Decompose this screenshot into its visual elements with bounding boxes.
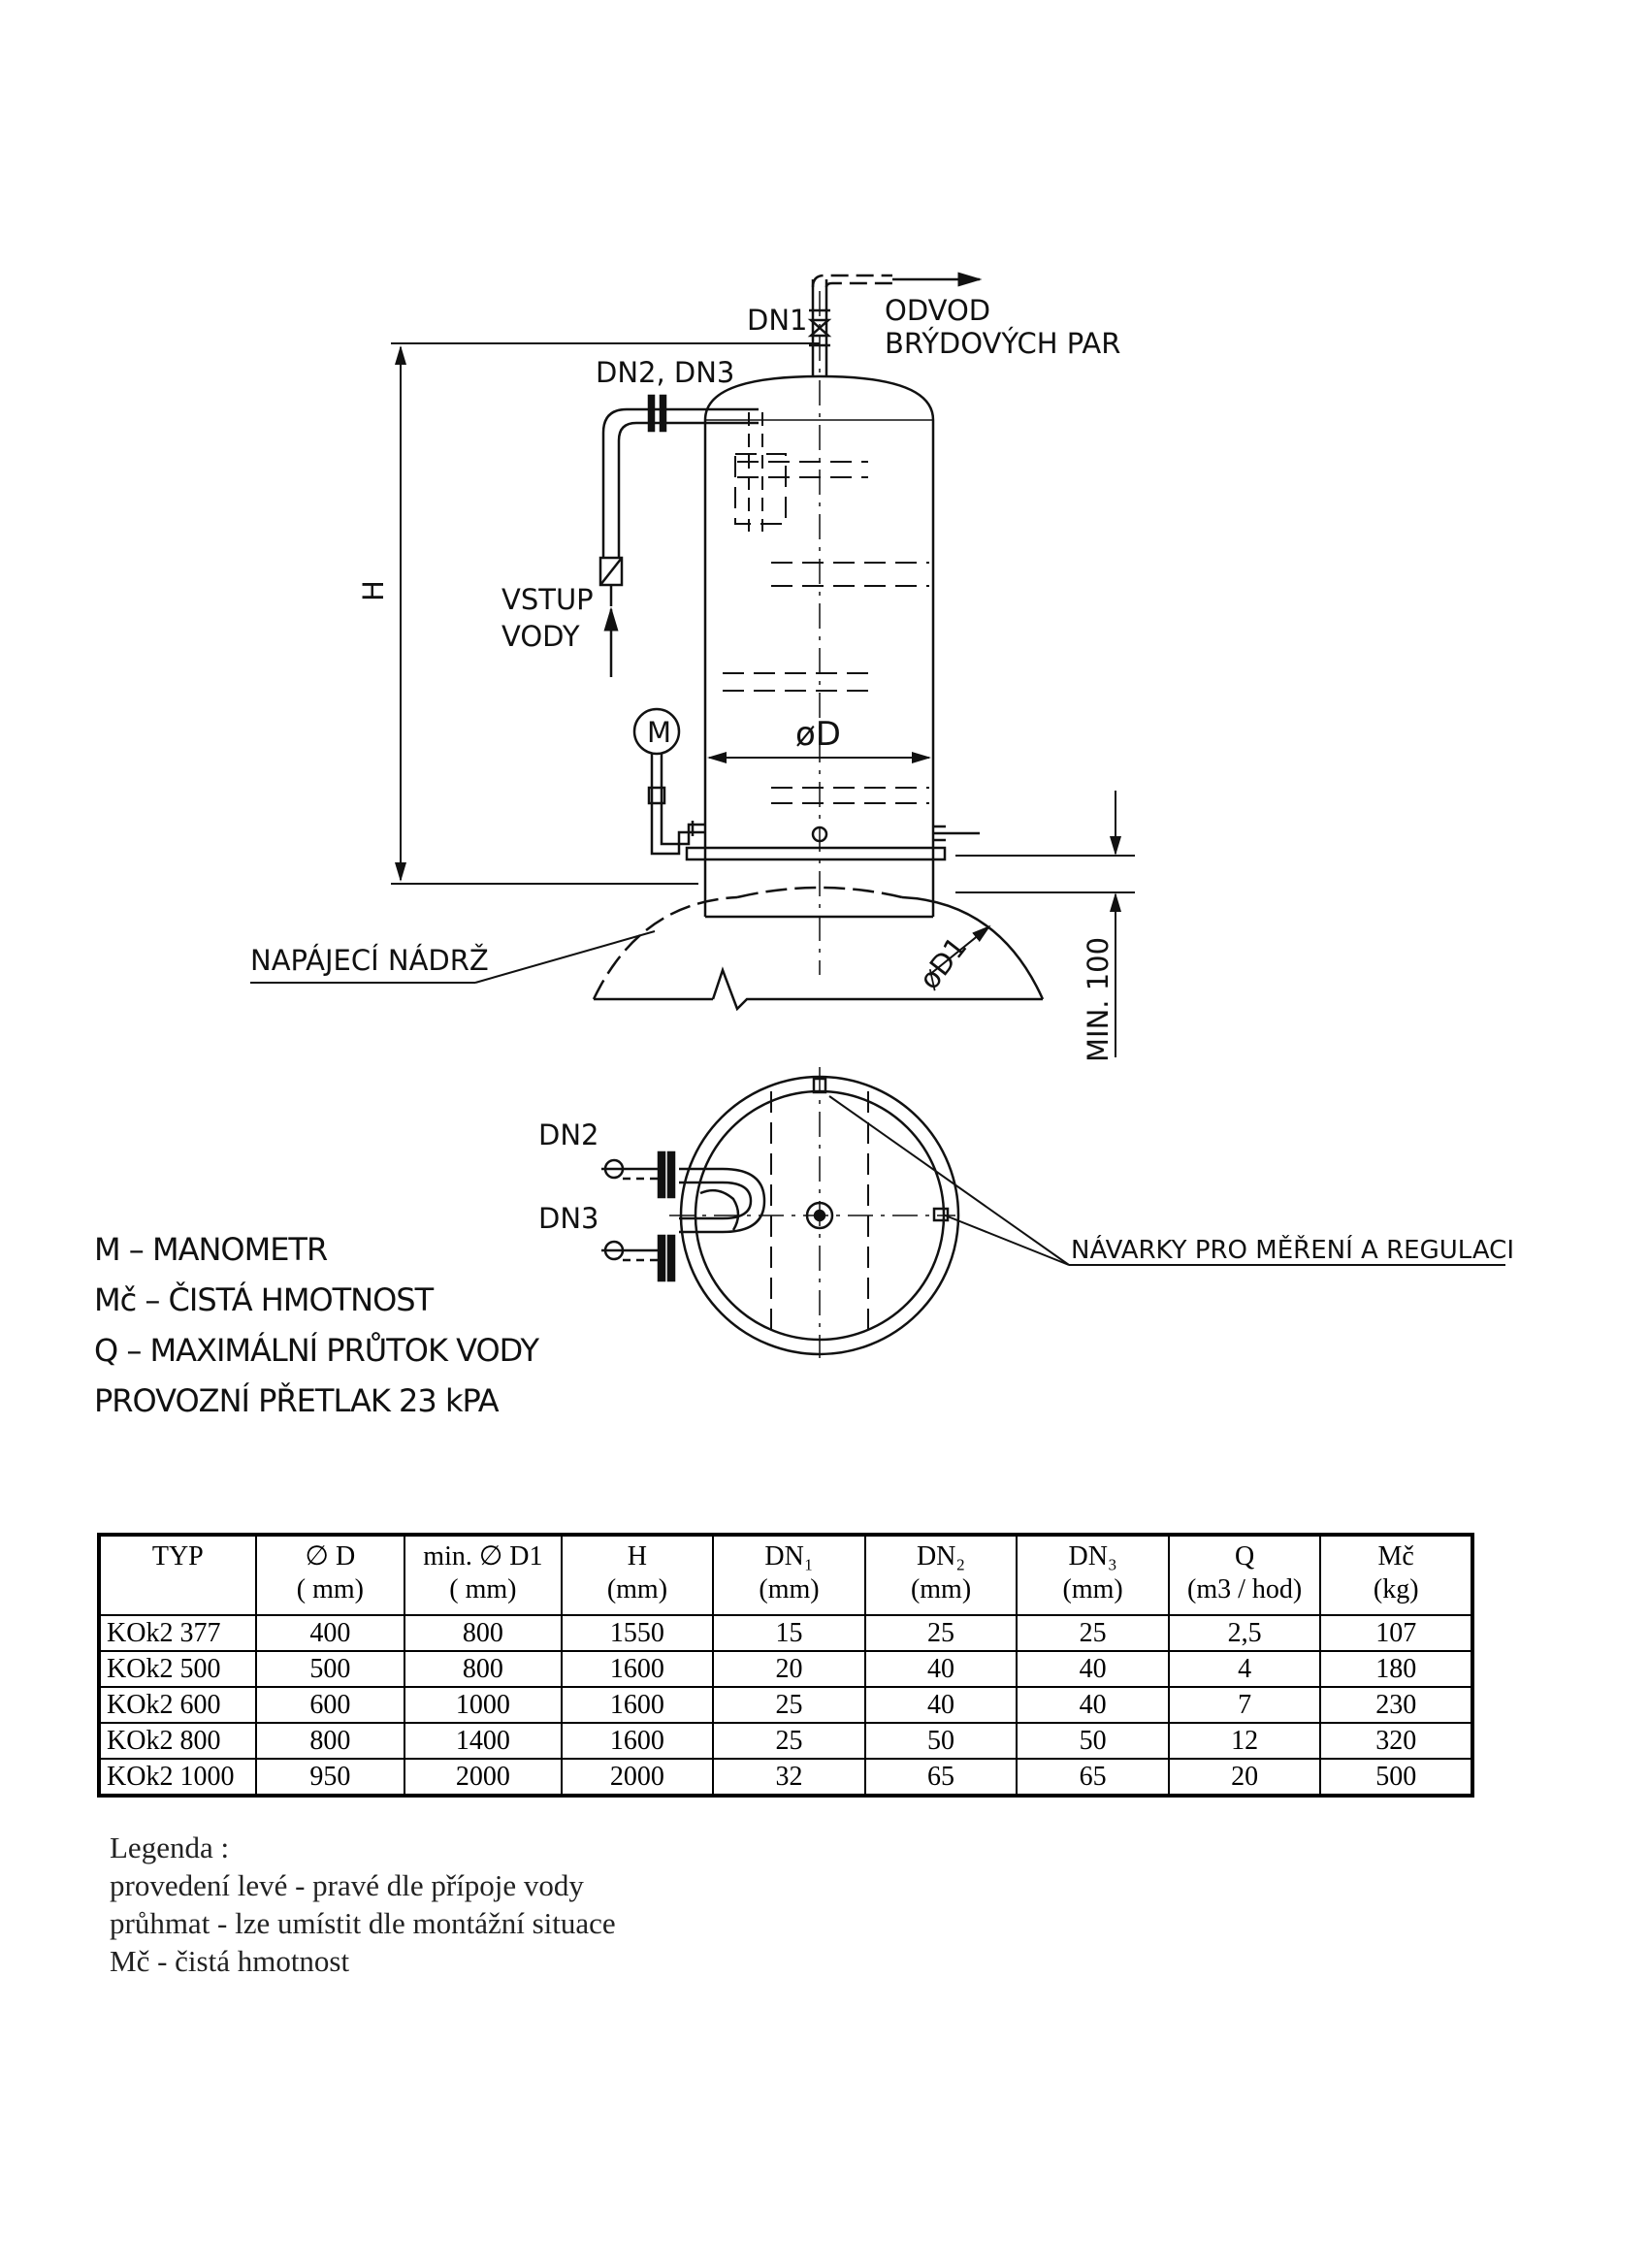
col-header-dn2: DN₂ (mm)	[865, 1535, 1018, 1615]
table-cell: 1400	[404, 1723, 562, 1759]
col-header-d: ∅ D ( mm)	[256, 1535, 405, 1615]
table-cell: 7	[1169, 1687, 1321, 1723]
legend	[110, 1829, 616, 1980]
table-cell: 107	[1320, 1615, 1472, 1651]
label-outlet-line2: BRÝDOVÝCH PAR	[885, 327, 1121, 360]
table-cell: 230	[1320, 1687, 1472, 1723]
table-cell: 40	[1017, 1651, 1169, 1687]
table-cell: 25	[713, 1723, 865, 1759]
table-cell: 1600	[562, 1723, 714, 1759]
table-header-row	[99, 1535, 1472, 1615]
feed-tank	[594, 888, 1043, 1009]
key-line: Q – MAXIMÁLNÍ PRŮTOK VODY	[94, 1332, 539, 1369]
table-cell: 20	[713, 1651, 865, 1687]
label-inlet-line2: VODY	[501, 620, 580, 653]
table-cell: 20	[1169, 1759, 1321, 1796]
col-header-typ: TYP	[99, 1535, 256, 1615]
table-cell: 800	[256, 1723, 405, 1759]
table-row	[99, 1759, 1472, 1796]
col-header-dn3: DN₃ (mm)	[1017, 1535, 1169, 1615]
col-header-mc: Mč (kg)	[1320, 1535, 1472, 1615]
table-cell: 40	[865, 1651, 1018, 1687]
table-cell-type: KOk2 1000	[99, 1759, 256, 1796]
label-plan-dn3: DN3	[538, 1202, 599, 1235]
label-manometer: M	[647, 716, 672, 749]
label-h: H	[357, 580, 390, 601]
table-cell: 800	[404, 1651, 562, 1687]
drawing-key	[94, 1224, 538, 1426]
table-cell: 500	[256, 1651, 405, 1687]
specification-table	[97, 1533, 1474, 1798]
table-cell-type: KOk2 600	[99, 1687, 256, 1723]
table-row	[99, 1723, 1472, 1759]
col-header-d1: min. ∅ D1 ( mm)	[404, 1535, 562, 1615]
inlet-pipe	[600, 396, 762, 606]
table-cell-type: KOk2 377	[99, 1615, 256, 1651]
label-feed-tank: NAPÁJECÍ NÁDRŽ	[250, 944, 489, 977]
table-body	[99, 1615, 1472, 1796]
legend-line: průhmat - lze umístit dle montážní situace	[110, 1906, 616, 1940]
table-cell: 65	[865, 1759, 1018, 1796]
table-row	[99, 1687, 1472, 1723]
table-cell: 1000	[404, 1687, 562, 1723]
label-diameter-d: øD	[795, 715, 841, 754]
label-plan-dn2: DN2	[538, 1118, 599, 1151]
table-cell: 25	[865, 1615, 1018, 1651]
table-cell: 25	[1017, 1615, 1169, 1651]
table-cell: 12	[1169, 1723, 1321, 1759]
table-cell: 15	[713, 1615, 865, 1651]
label-inlet-line1: VSTUP	[501, 583, 594, 616]
table-cell: 50	[865, 1723, 1018, 1759]
table-cell: 40	[865, 1687, 1018, 1723]
table-cell: 65	[1017, 1759, 1169, 1796]
table-cell: 2000	[404, 1759, 562, 1796]
key-line: PROVOZNÍ PŘETLAK 23 kPA	[94, 1382, 499, 1419]
legend-title: Legenda :	[110, 1831, 230, 1864]
table-cell: 50	[1017, 1723, 1169, 1759]
table-cell: 25	[713, 1687, 865, 1723]
legend-line: Mč - čistá hmotnost	[110, 1944, 350, 1978]
col-header-h: H (mm)	[562, 1535, 714, 1615]
table-cell: 2,5	[1169, 1615, 1321, 1651]
table-cell: 500	[1320, 1759, 1472, 1796]
table-cell: 4	[1169, 1651, 1321, 1687]
table-cell: 1600	[562, 1687, 714, 1723]
table-cell: 400	[256, 1615, 405, 1651]
table-cell: 1600	[562, 1651, 714, 1687]
table-row	[99, 1651, 1472, 1687]
table-cell: 600	[256, 1687, 405, 1723]
table-cell: 1550	[562, 1615, 714, 1651]
plan-view	[601, 1067, 1505, 1358]
label-dn1: DN1	[747, 304, 808, 337]
table-cell-type: KOk2 800	[99, 1723, 256, 1759]
label-outlet-line1: ODVOD	[885, 294, 991, 327]
table-cell: 40	[1017, 1687, 1169, 1723]
label-weld-ports: NÁVARKY PRO MĚŘENÍ A REGULACI	[1071, 1236, 1514, 1265]
legend-line: provedení levé - pravé dle přípoje vody	[110, 1868, 584, 1902]
col-header-q: Q (m3 / hod)	[1169, 1535, 1321, 1615]
table-cell: 32	[713, 1759, 865, 1796]
table-cell: 320	[1320, 1723, 1472, 1759]
table-cell: 800	[404, 1615, 562, 1651]
col-header-dn1: DN₁ (mm)	[713, 1535, 865, 1615]
label-diameter-d1: øD1	[912, 930, 974, 996]
table-cell: 2000	[562, 1759, 714, 1796]
key-line: M – MANOMETR	[94, 1231, 328, 1268]
table-row	[99, 1615, 1472, 1651]
label-dn2-dn3: DN2, DN3	[596, 356, 735, 389]
key-line: Mč – ČISTÁ HMOTNOST	[94, 1281, 434, 1318]
label-min-100: MIN. 100	[1082, 936, 1115, 1062]
table-cell: 180	[1320, 1651, 1472, 1687]
table-cell-type: KOk2 500	[99, 1651, 256, 1687]
table-cell: 950	[256, 1759, 405, 1796]
tank-body	[687, 376, 945, 917]
